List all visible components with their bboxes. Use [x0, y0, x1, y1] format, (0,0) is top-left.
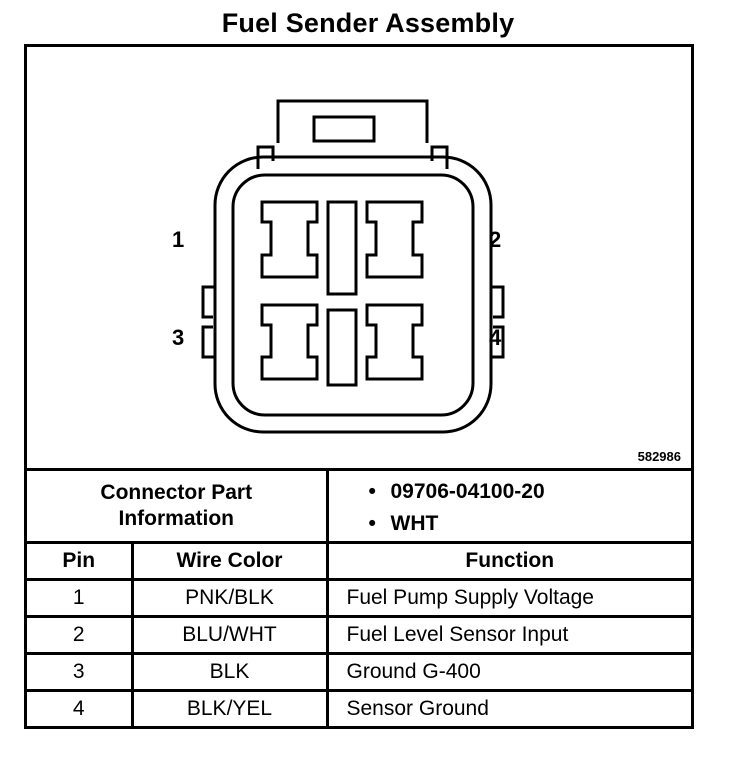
connector-part-value: • 09706-04100-20	[369, 477, 692, 509]
latch-window	[314, 117, 374, 141]
diagram-frame	[24, 44, 694, 729]
header-wire-color: Wire Color	[132, 543, 327, 580]
center-rib-top	[328, 202, 356, 294]
pin-label-1: 1	[172, 227, 185, 252]
connector-drawing	[27, 47, 691, 468]
pin-label-2: 2	[489, 227, 502, 252]
bullet-icon: •	[368, 512, 376, 535]
connector-part-label-line2: Information	[118, 507, 234, 530]
diagram-title: Fuel Sender Assembly	[221, 8, 515, 38]
pin-cell: 1	[27, 580, 132, 617]
function-cell: Fuel Pump Supply Voltage	[327, 580, 691, 617]
wire-color-cell: PNK/BLK	[132, 580, 327, 617]
pin-label-4: 4	[489, 325, 502, 350]
connector-part-value: • WHT	[369, 509, 692, 541]
connector-part-row	[27, 470, 691, 543]
table-row	[27, 617, 691, 654]
wire-color-cell: BLK	[132, 654, 327, 691]
connector-figure	[27, 47, 691, 468]
center-rib-bottom	[328, 310, 356, 385]
cavity-1	[262, 202, 317, 277]
header-pin: Pin	[27, 543, 132, 580]
latch-tab	[278, 101, 427, 143]
pin-cell: 4	[27, 691, 132, 727]
function-cell: Sensor Ground	[327, 691, 691, 727]
table-row	[27, 580, 691, 617]
pinout-table	[27, 468, 691, 726]
side-lock-left	[203, 287, 215, 357]
connector-part-label	[27, 470, 327, 543]
wire-color-cell: BLK/YEL	[132, 691, 327, 727]
cavity-2	[367, 202, 422, 277]
cavity-3	[262, 305, 317, 379]
wire-color-cell: BLU/WHT	[132, 617, 327, 654]
table-row	[27, 654, 691, 691]
connector-part-label-line1: Connector Part	[100, 481, 253, 504]
connector-part-values	[327, 470, 691, 543]
function-cell: Ground G-400	[327, 654, 691, 691]
table-row	[27, 691, 691, 727]
header-function: Function	[327, 543, 691, 580]
table-header-row	[27, 543, 691, 580]
figure-code: 582986	[637, 449, 681, 464]
function-cell: Fuel Level Sensor Input	[327, 617, 691, 654]
cavity-4	[367, 305, 422, 379]
pin-label-3: 3	[172, 325, 185, 350]
bullet-icon: •	[368, 480, 376, 503]
pin-cell: 3	[27, 654, 132, 691]
pin-cell: 2	[27, 617, 132, 654]
